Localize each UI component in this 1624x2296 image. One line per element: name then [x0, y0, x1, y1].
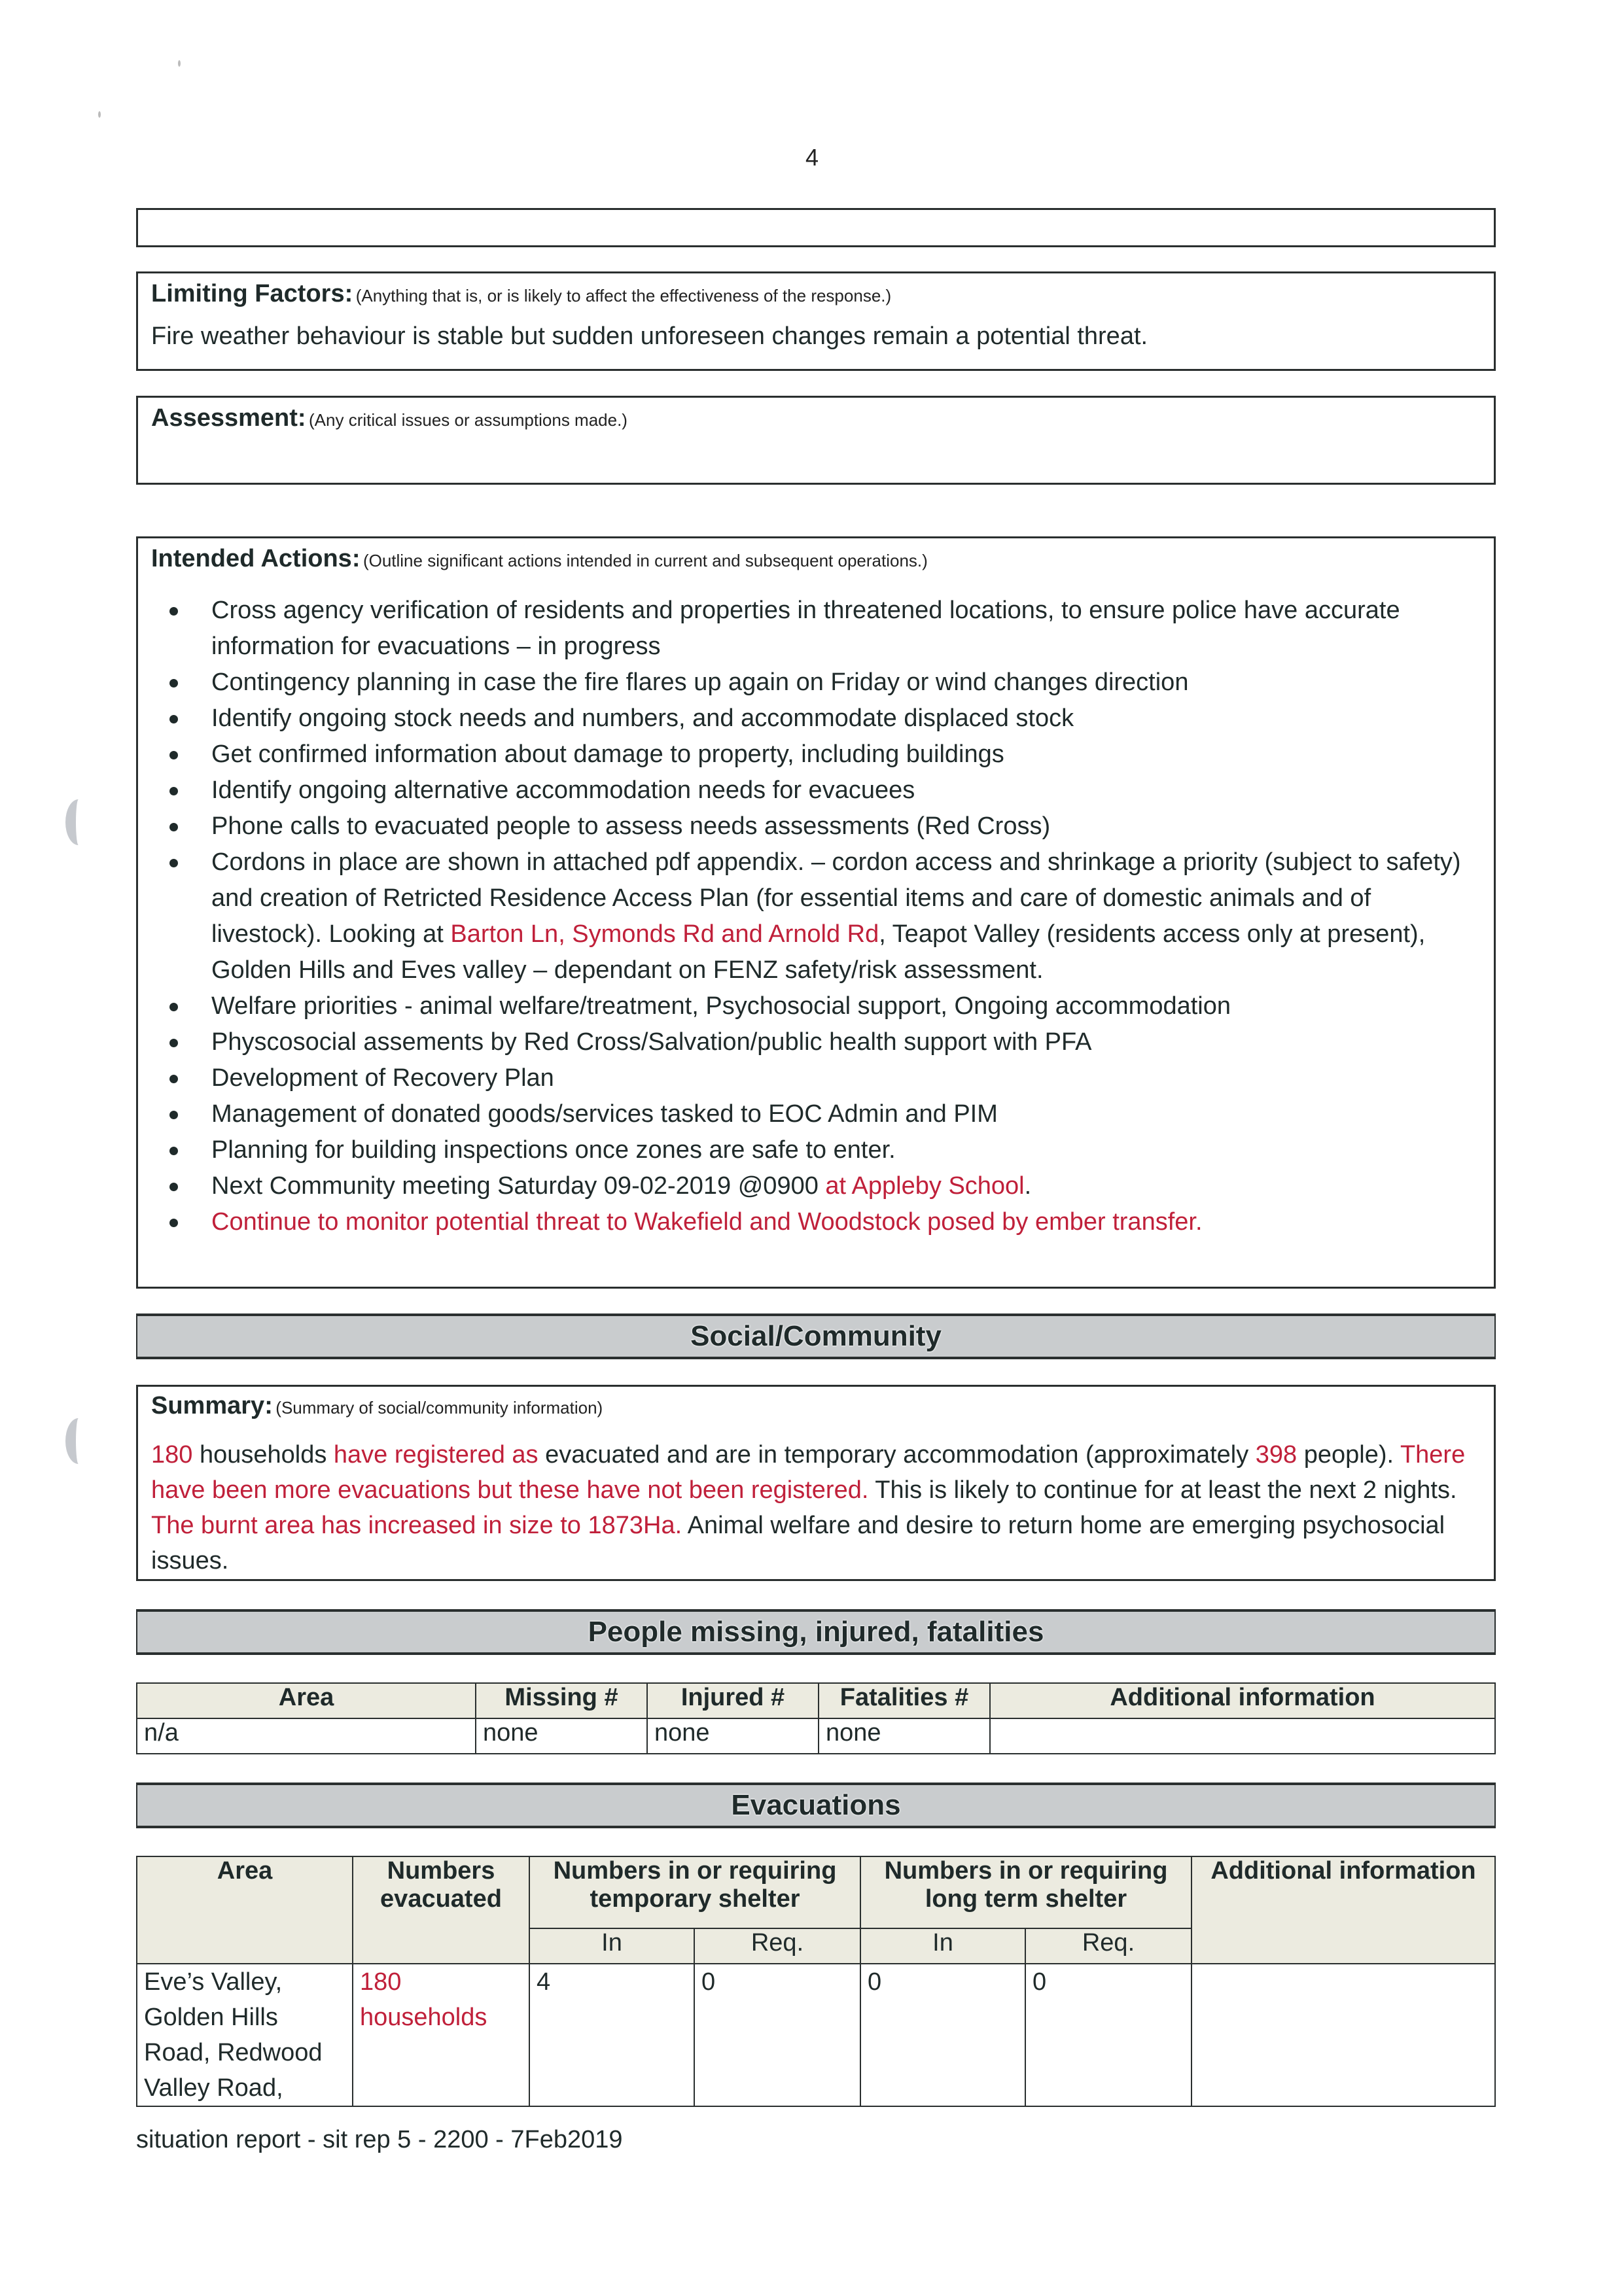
col-header-area: Area [137, 1856, 353, 1964]
cell-injured: none [647, 1718, 819, 1754]
summary-hint: (Summary of social/community information) [275, 1398, 603, 1418]
people-count: 398 [1255, 1441, 1297, 1469]
action-item [211, 1096, 1481, 1132]
col-header-fatalities: Fatalities # [819, 1683, 990, 1718]
scan-speck [98, 111, 101, 118]
action-text: Planning for building inspections once zones are safe to enter. [211, 1136, 896, 1164]
summary-fragment: have registered as [333, 1441, 538, 1469]
action-item [211, 1204, 1481, 1240]
action-item [211, 988, 1481, 1024]
summary-box [136, 1385, 1496, 1581]
action-text: Cordons in place are shown in attached pdf appendix. – cordon access and shrinkage a priority (subject to safety) and creation of Retricted Residence Access Plan (for essential items and care of domestic animals and of livestock). Looking at [211, 848, 1461, 948]
action-text-highlight: at Appleby School [825, 1172, 1025, 1200]
limiting-factors-box [136, 271, 1496, 371]
action-item [211, 844, 1481, 988]
action-text: . [1024, 1172, 1032, 1200]
action-text: Physcosocial assements by Red Cross/Salvation/public health support with PFA [211, 1028, 1092, 1056]
action-text: Contingency planning in case the fire flares up again on Friday or wind changes direction [211, 669, 1189, 696]
footer-report-id: situation report - sit rep 5 - 2200 - 7Feb2019 [136, 2126, 623, 2153]
cell-area: Eve’s Valley, Golden Hills Road, Redwood Valley Road, [137, 1964, 353, 2106]
col-header-area: Area [137, 1683, 476, 1718]
action-item [211, 809, 1481, 844]
col-header-temp-req: Req. [694, 1928, 860, 1964]
cell-fatalities: none [819, 1718, 990, 1754]
section-band-social-community: Social/Community [136, 1313, 1496, 1359]
col-header-long-in: In [860, 1928, 1025, 1964]
intended-actions-hint: (Outline significant actions intended in current and subsequent operations.) [362, 551, 928, 570]
action-text: Development of Recovery Plan [211, 1064, 554, 1092]
action-item [211, 1060, 1481, 1096]
col-header-numbers-evacuated: Numbers evacuated [353, 1856, 529, 1964]
cell-numbers-evacuated: 180 households [353, 1964, 529, 2106]
action-text: Phone calls to evacuated people to assess needs assessments (Red Cross) [211, 812, 1051, 840]
cell-additional-info [990, 1718, 1495, 1754]
summary-text [151, 1437, 1481, 1578]
action-item [211, 593, 1481, 665]
action-item [211, 665, 1481, 701]
action-item [211, 701, 1481, 737]
summary-fragment: There have been more evacuations but these have not been registered. [151, 1441, 1466, 1504]
intended-actions-box [136, 536, 1496, 1289]
table-row [137, 1718, 1495, 1754]
empty-field-box [136, 208, 1496, 247]
action-text: Identify ongoing stock needs and numbers, and accommodate displaced stock [211, 704, 1074, 732]
action-text-highlight: Continue to monitor potential threat to Wakefield and Woodstock posed by ember transfer. [211, 1208, 1203, 1236]
limiting-factors-hint: (Anything that is, or is likely to affect the effectiveness of the response.) [355, 286, 892, 305]
intended-actions-list [151, 593, 1481, 1240]
action-text-highlight: Barton Ln, Symonds Rd and Arnold Rd [450, 920, 879, 948]
people-missing-table [136, 1682, 1496, 1754]
section-band-evacuations: Evacuations [136, 1783, 1496, 1828]
col-header-temporary-shelter: Numbers in or requiring temporary shelter [529, 1856, 860, 1928]
assessment-title: Assessment: [151, 404, 306, 432]
table-row [137, 1964, 1495, 2106]
col-header-additional-info: Additional information [990, 1683, 1495, 1718]
limiting-factors-text: Fire weather behaviour is stable but sudden unforeseen changes remain a potential threat. [151, 322, 1148, 350]
action-text: , Teapot Valley (residents access only at present), Golden Hills and Eves valley – dependant on FENZ safety/risk assessment. [211, 920, 1426, 984]
summary-title: Summary: [151, 1392, 273, 1419]
action-text: Management of donated goods/services tasked to EOC Admin and PIM [211, 1100, 998, 1128]
limiting-factors-title: Limiting Factors: [151, 280, 353, 307]
section-band-people-missing: People missing, injured, fatalities [136, 1609, 1496, 1655]
action-item [211, 1132, 1481, 1168]
col-header-long-term-shelter: Numbers in or requiring long term shelter [860, 1856, 1192, 1928]
col-header-injured: Injured # [647, 1683, 819, 1718]
action-text: Welfare priorities - animal welfare/treatment, Psychosocial support, Ongoing accommodation [211, 992, 1231, 1020]
punch-hole-mark [65, 799, 92, 845]
action-text: Cross agency verification of residents and properties in threatened locations, to ensure police have accurate information for evacuations – in progress [211, 597, 1400, 660]
action-item [211, 1024, 1481, 1060]
household-count: 180 [151, 1441, 193, 1469]
col-header-long-req: Req. [1025, 1928, 1192, 1964]
assessment-hint: (Any critical issues or assumptions made.) [309, 410, 627, 430]
cell-temp-req: 0 [694, 1964, 860, 2106]
summary-fragment: evacuated and are in temporary accommodation (approximately [538, 1441, 1256, 1469]
burnt-area-text: The burnt area has increased in size to 1873Ha. [151, 1512, 682, 1539]
evacuations-table [136, 1856, 1496, 2107]
summary-fragment: households [192, 1441, 334, 1469]
cell-area: n/a [137, 1718, 476, 1754]
action-item [211, 1168, 1481, 1204]
scan-speck [178, 60, 181, 67]
page-number: 4 [805, 144, 819, 171]
action-text: Next Community meeting Saturday 09-02-2019 @0900 [211, 1172, 826, 1200]
cell-additional-info [1192, 1964, 1495, 2106]
col-header-additional-info: Additional information [1192, 1856, 1495, 1964]
action-text: Get confirmed information about damage to property, including buildings [211, 740, 1004, 768]
col-header-missing: Missing # [476, 1683, 647, 1718]
summary-fragment: This is likely to continue for at least the next 2 nights. [868, 1476, 1457, 1504]
cell-long-in: 0 [860, 1964, 1025, 2106]
action-text: Identify ongoing alternative accommodation needs for evacuees [211, 776, 915, 804]
cell-missing: none [476, 1718, 647, 1754]
cell-temp-in: 4 [529, 1964, 694, 2106]
summary-fragment: Animal welfare and desire to return home are emerging psychosocial issues. [151, 1512, 1445, 1574]
assessment-box [136, 396, 1496, 485]
action-item [211, 737, 1481, 773]
summary-fragment: people). [1297, 1441, 1400, 1469]
cell-long-req: 0 [1025, 1964, 1192, 2106]
punch-hole-mark [65, 1418, 92, 1464]
col-header-temp-in: In [529, 1928, 694, 1964]
intended-actions-title: Intended Actions: [151, 545, 361, 572]
action-item [211, 773, 1481, 809]
